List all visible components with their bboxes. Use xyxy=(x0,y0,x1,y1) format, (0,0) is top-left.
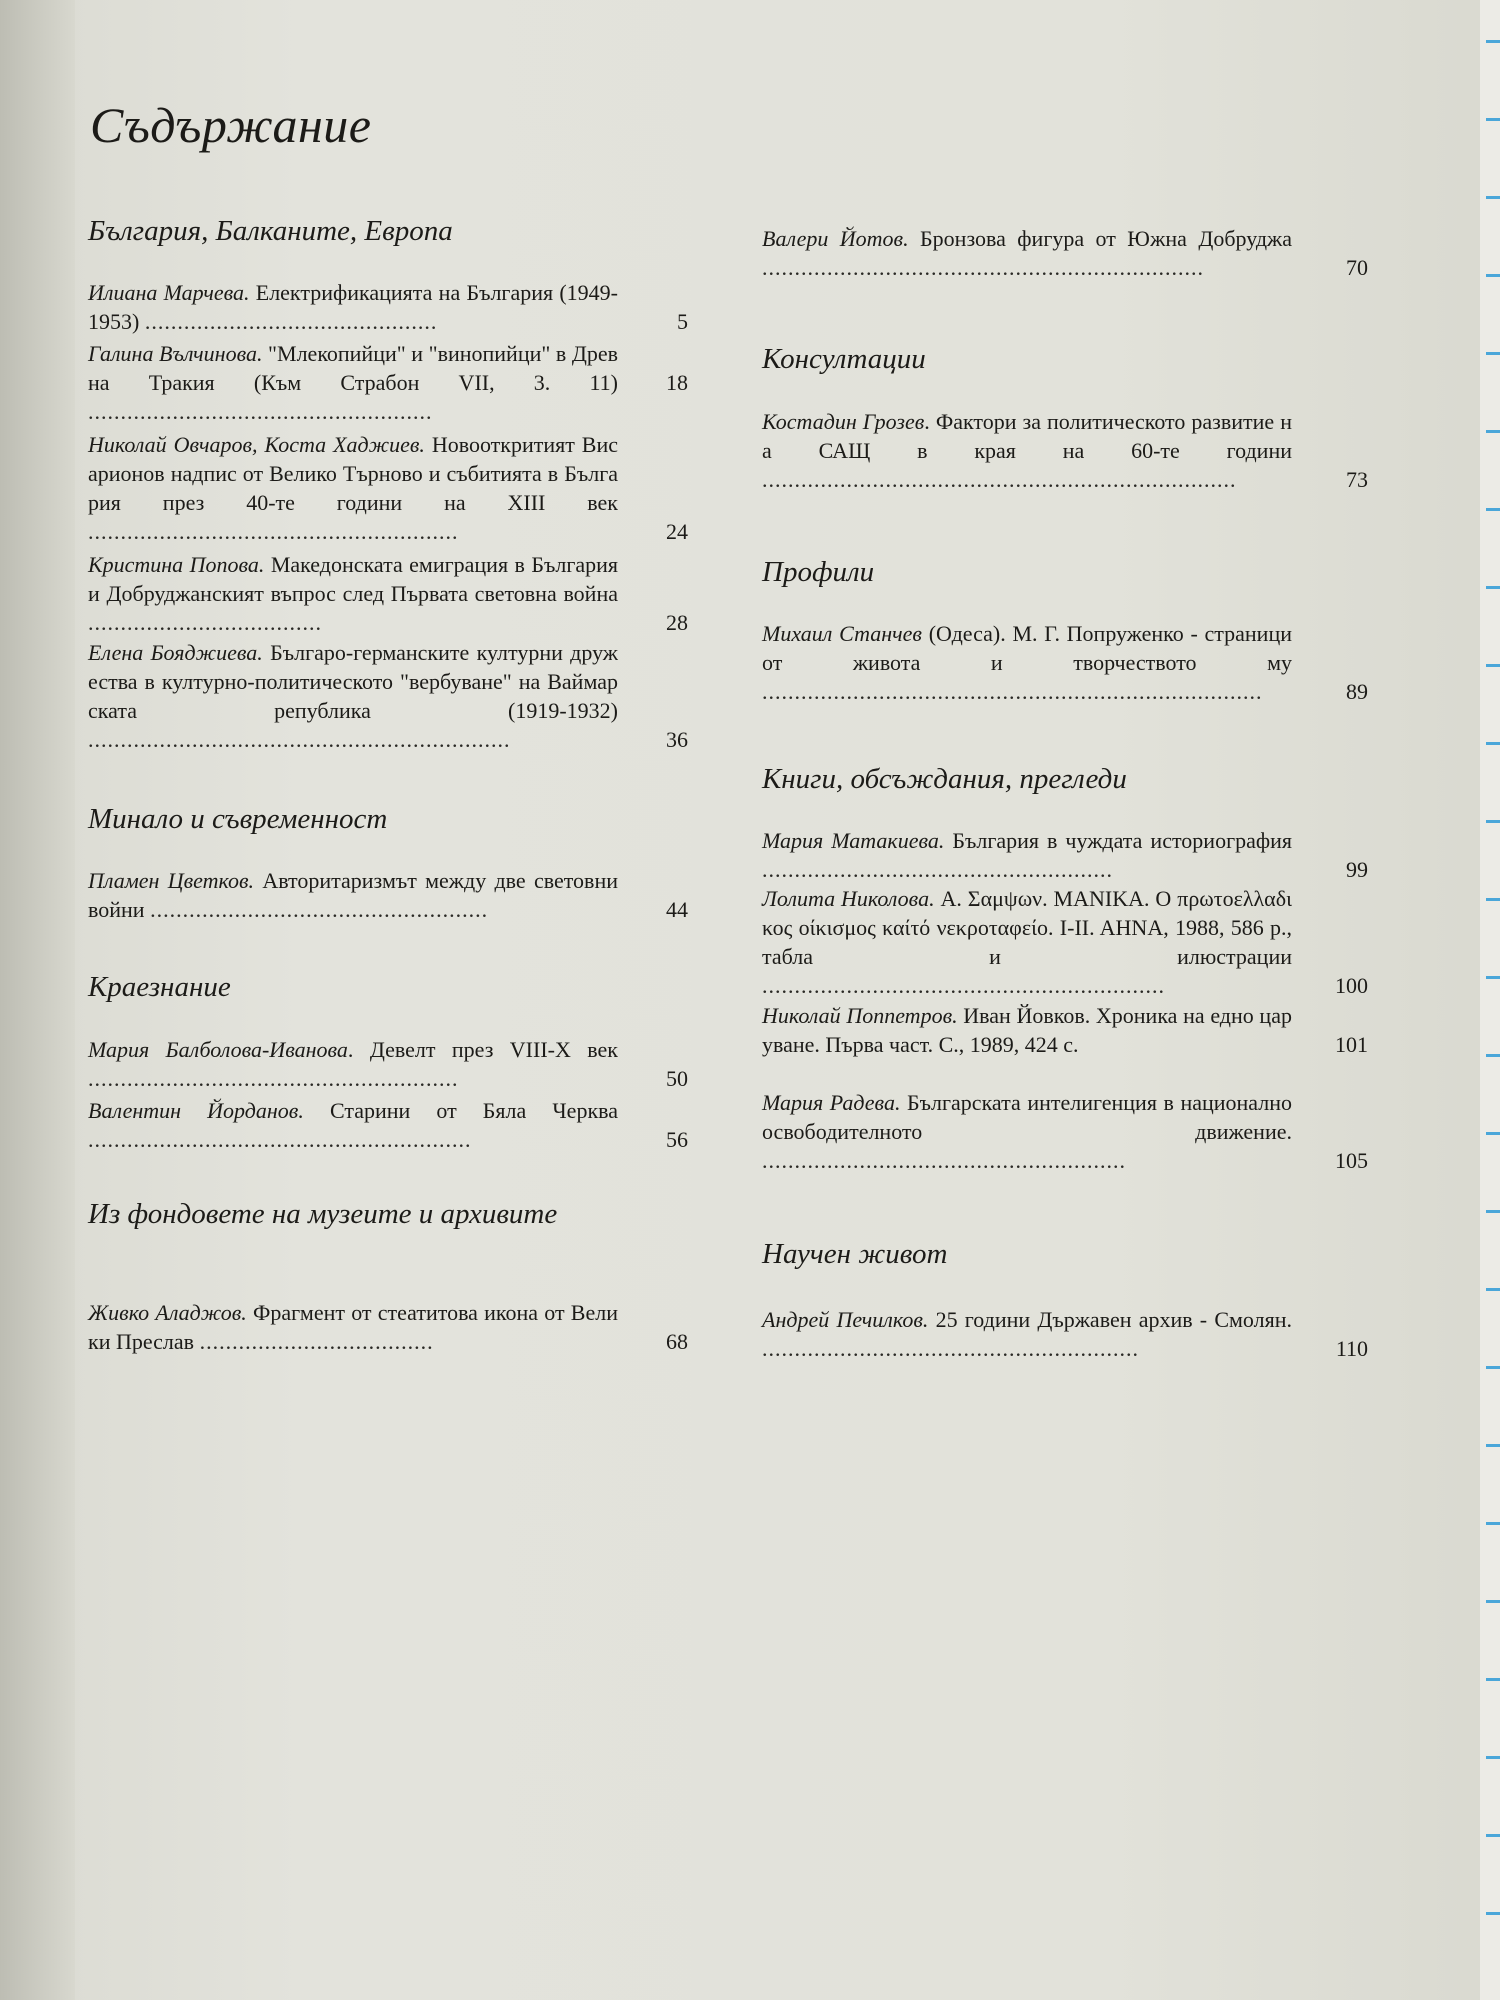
entry-title: . Девелт през VIII-X век xyxy=(347,1037,618,1062)
entry-page-number: 101 xyxy=(1335,1032,1368,1057)
edge-mark xyxy=(1486,508,1500,511)
toc-entry: Валентин Йорданов. Старини от Бяла Черква ........................................................... 56 xyxy=(88,1098,688,1152)
edge-mark xyxy=(1486,430,1500,433)
edge-mark xyxy=(1486,898,1500,901)
entry-title: Иван Йовков. Хроника на едно царуване. Първа част. С., 1989, 424 с. xyxy=(762,1003,1292,1057)
section-heading: Профили xyxy=(762,556,875,588)
toc-entry: Елена Бояджиева. Българо-германските културни дружества в културно-политическото "вербуване" на Ваймарската република (1919-1932) ................................................................. 36 xyxy=(88,640,688,752)
entry-author: Мария Радева. xyxy=(762,1090,901,1115)
entry-title: "Млекопийци" и "винопийци" в Древна Тракия (Към Страбон VII, 3. 11) xyxy=(88,341,618,395)
entry-page-number: 28 xyxy=(666,610,688,635)
entry-author: Пламен Цветков. xyxy=(88,868,255,893)
edge-mark xyxy=(1486,1054,1500,1057)
edge-mark xyxy=(1486,352,1500,355)
entry-author: Галина Вълчинова. xyxy=(88,341,263,366)
section-heading: Из фондовете на музеите и архивите xyxy=(88,1198,558,1230)
toc-entry: Пламен Цветков. Авторитаризмът между две световни войни .................................................... 44 xyxy=(88,868,688,922)
edge-mark xyxy=(1486,118,1500,121)
entry-title: Старини от Бяла Черква xyxy=(329,1098,618,1123)
entry-author: Николай Овчаров, Коста Хаджиев. xyxy=(88,432,425,457)
entry-author: Валери Йотов. xyxy=(762,226,909,251)
entry-title: (Одеса). М. Г. Попруженко - страници от живота и творчеството му xyxy=(762,621,1292,675)
entry-author: Николай Поппетров. xyxy=(762,1003,958,1028)
toc-entry: Живко Аладжов. Фрагмент от стеатитова икона от Велики Преслав .................................... 68 xyxy=(88,1300,688,1354)
entry-title: Фрагмент от стеатитова икона от Велики Преслав xyxy=(88,1300,618,1354)
entry-title: Македонската емиграция в България и Добруджанският въпрос след Първата световна война xyxy=(88,552,618,606)
entry-page-number: 105 xyxy=(1335,1148,1368,1173)
entry-author: Валентин Йорданов. xyxy=(88,1098,304,1123)
entry-author: Живко Аладжов. xyxy=(88,1300,247,1325)
toc-entry: Мария Матакиева. България в чуждата историография ...................................................... 99 xyxy=(762,828,1368,882)
entry-page-number: 110 xyxy=(1335,1336,1368,1361)
entry-title: Авторитаризмът между две световни войни xyxy=(88,868,618,922)
section-heading: Книги, обсъждания, прегледи xyxy=(762,763,1127,795)
edge-mark xyxy=(1486,664,1500,667)
entry-title: Българската интелигенция в националноосвободителното движение. xyxy=(762,1090,1293,1144)
section-heading: Научен живот xyxy=(762,1238,948,1270)
edge-mark xyxy=(1486,1288,1500,1291)
entry-page-number: 99 xyxy=(1346,857,1368,882)
toc-entry: Михаил Станчев (Одеса). М. Г. Попруженко - страници от живота и творчеството му ............................................................................. 89 xyxy=(762,621,1368,704)
toc-entry: Кристина Попова. Македонската емиграция в България и Добруджанският въпрос след Първата световна война .................................... 28 xyxy=(88,552,688,635)
edge-mark xyxy=(1486,1210,1500,1213)
entry-page-number: 100 xyxy=(1335,973,1368,998)
edge-mark xyxy=(1486,976,1500,979)
edge-mark xyxy=(1486,196,1500,199)
toc-entry: Мария Балболова-Иванова. Девелт през VIII-X век ......................................................... 50 xyxy=(88,1037,688,1091)
page-title: Съдържание xyxy=(90,97,372,153)
edge-mark xyxy=(1486,742,1500,745)
edge-mark xyxy=(1486,820,1500,823)
edge-mark xyxy=(1486,1912,1500,1915)
entry-author: Мария Балболова-Иванова xyxy=(88,1037,348,1062)
edge-mark xyxy=(1486,1678,1500,1681)
entry-author: Андрей Печилков. xyxy=(762,1307,929,1332)
page-edge xyxy=(1480,0,1500,2000)
toc-entry: Андрей Печилков. 25 години Държавен архив - Смолян. .......................................................... 110 xyxy=(762,1307,1368,1361)
toc-entry: Мария Радева. Българската интелигенция в националноосвободителното движение. ........................................................ 105 xyxy=(762,1090,1368,1173)
entry-title: Новооткритият Висарионов надпис от Велико Търново и събитията в България през 40-те години на XIII век xyxy=(88,432,619,515)
entry-title: . Фактори за политическото развитие на САЩ в края на 60-те години xyxy=(762,409,1293,463)
edge-mark xyxy=(1486,1756,1500,1759)
section-heading: България, Балканите, Европа xyxy=(88,215,453,247)
entry-page-number: 44 xyxy=(666,897,688,922)
toc-entry: Илиана Марчева. Електрификацията на България (1949-1953) ............................................. 5 xyxy=(88,280,688,334)
edge-mark xyxy=(1486,586,1500,589)
section-heading: Консултации xyxy=(762,343,926,375)
edge-mark xyxy=(1486,1522,1500,1525)
entry-page-number: 70 xyxy=(1346,255,1368,280)
edge-mark xyxy=(1486,1834,1500,1837)
entry-page-number: 36 xyxy=(666,727,688,752)
entry-title: България в чуждата историография xyxy=(952,828,1293,853)
entry-page-number: 18 xyxy=(666,370,688,395)
entry-page-number: 89 xyxy=(1346,679,1368,704)
section-heading: Краезнание xyxy=(88,971,231,1003)
entry-author: Костадин Грозев xyxy=(762,409,925,434)
entry-title: Бронзова фигура от Южна Добруджа xyxy=(920,226,1293,251)
entry-page-number: 68 xyxy=(666,1329,688,1354)
entry-title: Българо-германските културни дружества в културно-политическото "вербуване" на Ваймарската република (1919-1932) xyxy=(88,640,618,723)
entry-author: Мария Матакиева. xyxy=(762,828,945,853)
toc-entry: Лолита Николова. А. Σαμψων. MANIKA. Ο πρωτοελλαδικος οίκισμος καίτό νεκροταφείο. I-II. AHNA, 1988, 586 p., табла и илюстрации .............................................................. 100 xyxy=(762,886,1368,998)
edge-mark xyxy=(1486,1366,1500,1369)
entry-author: Кристина Попова. xyxy=(88,552,265,577)
entry-page-number: 73 xyxy=(1346,467,1368,492)
entry-author: Елена Бояджиева. xyxy=(88,640,263,665)
toc-entry xyxy=(762,1001,1368,1059)
book-spine-shadow xyxy=(0,0,75,2000)
entry-title: 25 години Държавен архив - Смолян. xyxy=(935,1307,1293,1332)
entry-page-number: 56 xyxy=(666,1127,688,1152)
entry-author: Лолита Николова. xyxy=(762,886,935,911)
entry-author: Илиана Марчева. xyxy=(88,280,250,305)
entry-page-number: 5 xyxy=(677,309,688,334)
edge-mark xyxy=(1486,40,1500,43)
entry-title: Електрификацията на България (1949-1953) xyxy=(88,280,619,334)
entry-page-number: 24 xyxy=(666,519,688,544)
entry-author: Михаил Станчев xyxy=(762,621,922,646)
toc-entry: Костадин Грозев. Фактори за политическото развитие на САЩ в края на 60-те години ......................................................................... 73 xyxy=(762,409,1368,492)
section-heading: Минало и съвременност xyxy=(88,803,388,835)
toc-entry: Николай Овчаров, Коста Хаджиев. Новооткритият Висарионов надпис от Велико Търново и събитията в България през 40-те години на XIII век ......................................................... 24 xyxy=(88,432,688,544)
toc-entry: Галина Вълчинова. "Млекопийци" и "винопийци" в Древна Тракия (Към Страбон VII, 3. 11) ..................................................... 18 xyxy=(88,341,688,424)
edge-mark xyxy=(1486,1444,1500,1447)
edge-mark xyxy=(1486,1132,1500,1135)
edge-mark xyxy=(1486,1600,1500,1603)
entry-title: А. Σαμψων. MANIKA. Ο πρωτοελλαδικος οίκισμος καίτό νεκροταφείο. I-II. AHNA, 1988, 586 p., табла и илюстрации xyxy=(762,886,1292,969)
entry-page-number: 50 xyxy=(666,1066,688,1091)
toc-entry: Валери Йотов. Бронзова фигура от Южна Добруджа .................................................................... 70 xyxy=(762,226,1368,280)
edge-mark xyxy=(1486,274,1500,277)
